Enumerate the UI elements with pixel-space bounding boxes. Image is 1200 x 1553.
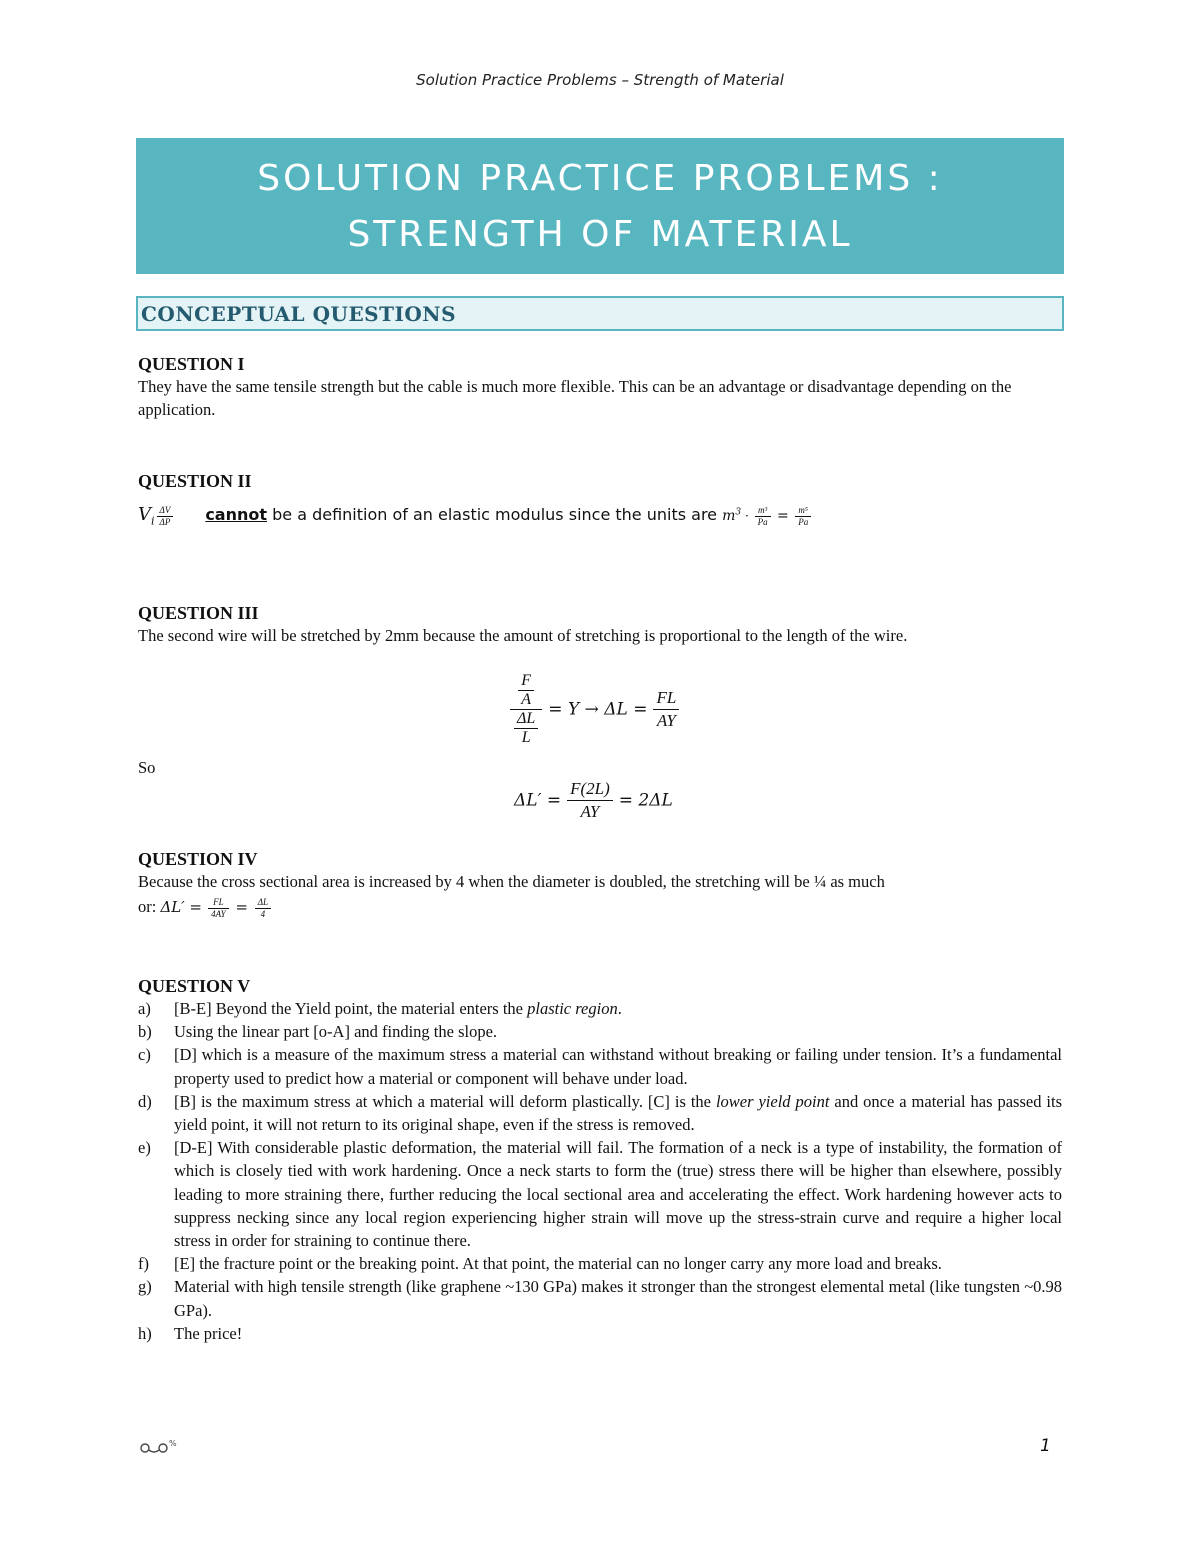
equation-2-fraction: $\frac{F(2L)}{AY}$ (567, 778, 613, 823)
list-item (138, 1275, 1062, 1321)
q4-fraction-1: $\frac{FL}{4AY}$ (208, 897, 229, 920)
list-item-text: [D] which is a measure of the maximum stress a material can withstand without breaking or failing under tension. It’s a fundamental property used to predict how a material or component will behave under load. (174, 1045, 1062, 1088)
list-marker: e) (138, 1138, 151, 1158)
title-line-2: STRENGTH OF MATERIAL (347, 214, 853, 255)
question-1-answer: They have the same tensile strength but the cable is much more flexible. This can be an advantage or disadvantage depending on the application. (138, 377, 1012, 419)
list-item (138, 1252, 1062, 1275)
question-5-list (138, 997, 1062, 1345)
list-marker: g) (138, 1277, 152, 1297)
list-item-text: [B-E] Beyond the Yield point, the material enters the (174, 999, 528, 1018)
list-item (138, 997, 1062, 1020)
list-item-emphasis: plastic region (527, 999, 618, 1018)
list-item-text: The price! (174, 1323, 243, 1343)
question-2-answer: $V_i$ $\frac{\Delta V}{\Delta P}$ cannot be a definition of an elastic modulus since the units are $m^3$ · $\frac{\text{m³}}{Pa}$ = $\frac{\text{m⁵}}{Pa}$ (138, 504, 1062, 544)
list-item-text: [D-E] With considerable plastic deformation, the material will fail. The formation of a neck is a type of instability, the formation of which is closely tied with work hardening. Once a neck starts to form the (true) stress there will be higher than elsewhere, possibly leading to more straining there, further reducing the local sectional area and accelerating the effect. Work hardening however acts to suppress necking since any local region experiencing higher strain will move up the stress-strain curve and require a higher local stress in order for straining to continue there. (174, 1138, 1062, 1251)
section-heading: CONCEPTUAL QUESTIONS (136, 296, 1064, 331)
svg-text:%: % (169, 1439, 177, 1448)
question-5 (138, 975, 1062, 1345)
list-item (138, 1090, 1062, 1136)
unit-result-fraction: $\frac{\text{m⁵}}{Pa}$ (795, 505, 811, 528)
question-5-title: QUESTION V (138, 976, 251, 996)
equation-result-fraction: $\frac{FL}{AY}$ (653, 687, 679, 732)
list-item (138, 1136, 1062, 1252)
equation-double-length (514, 778, 673, 823)
question-1-title: QUESTION I (138, 354, 245, 374)
title-banner (136, 138, 1064, 274)
unit-m: $m^3$ (722, 507, 742, 524)
equation-2-lhs: ΔL′ = (514, 790, 562, 811)
list-marker: h) (138, 1323, 152, 1343)
question-2 (138, 470, 1062, 544)
expr-fraction: $\frac{\Delta V}{\Delta P}$ (157, 505, 174, 528)
so-label: So (138, 758, 156, 777)
list-item (138, 1020, 1062, 1043)
list-item-text: [B] is the maximum stress at which a material will deform plastically. [C] is the (174, 1091, 716, 1111)
list-item-text-tail: . (617, 999, 622, 1018)
running-header: Solution Practice Problems – Strength of Material (416, 71, 784, 89)
question-4 (138, 848, 1062, 920)
question-3-answer: The second wire will be stretched by 2mm because the amount of stretching is proportional to the length of the wire. (138, 626, 908, 645)
list-item-text: Using the linear part [o-A] and finding the slope. (174, 1022, 498, 1042)
question-4-equation: or: ΔL′ = $\frac{FL}{4AY}$ = $\frac{\Delta L}{4}$ (138, 895, 1062, 920)
list-item-text: [E] the fracture point or the breaking point. At that point, the material can no longer carry any more load and breaks. (174, 1254, 942, 1274)
list-item-emphasis: lower yield point (715, 1091, 830, 1111)
list-marker: c) (138, 1045, 151, 1065)
list-marker: a) (138, 999, 151, 1018)
page-number: 1 (1040, 1436, 1051, 1456)
question-3 (138, 602, 1062, 647)
equation-young-modulus (508, 672, 681, 747)
question-1 (138, 353, 1062, 421)
question-3-title: QUESTION III (138, 603, 259, 623)
unit-fraction: $\frac{\text{m³}}{Pa}$ (755, 505, 771, 528)
stress-strain-fraction: $\frac{\frac{F}{A}}{\frac{\Delta L}{L}}$ (510, 672, 542, 747)
list-item-text-tail: and once a material has passed its yield point, it will not return to its original shape, even if the stress is removed. (174, 1091, 1063, 1135)
expr-variable: $V_i$ (138, 504, 155, 528)
title-line-1: SOLUTION PRACTICE PROBLEMS : (257, 158, 943, 199)
list-marker: d) (138, 1091, 152, 1111)
list-item-text: Material with high tensile strength (like graphene ~130 GPa) makes it stronger than the strongest elemental metal (like tungsten ~0.98 GPa). (174, 1277, 1062, 1320)
question-4-title: QUESTION IV (138, 849, 258, 869)
cc-icon (138, 1438, 190, 1459)
list-marker: b) (138, 1022, 152, 1042)
equation-2-rhs: = 2ΔL (618, 790, 673, 811)
list-item (138, 1043, 1062, 1089)
question-2-title: QUESTION II (138, 471, 252, 491)
question-4-answer: Because the cross sectional area is increased by 4 when the diameter is doubled, the stretching will be ¼ as much (138, 872, 885, 891)
cannot-emphasis: cannot (205, 505, 268, 524)
list-item (138, 1322, 1062, 1345)
equation-middle: = Y → ΔL = (548, 699, 648, 720)
q4-fraction-2: $\frac{\Delta L}{4}$ (255, 897, 271, 920)
question-2-text: be a definition of an elastic modulus since the units are (267, 505, 723, 524)
list-marker: f) (138, 1254, 149, 1274)
